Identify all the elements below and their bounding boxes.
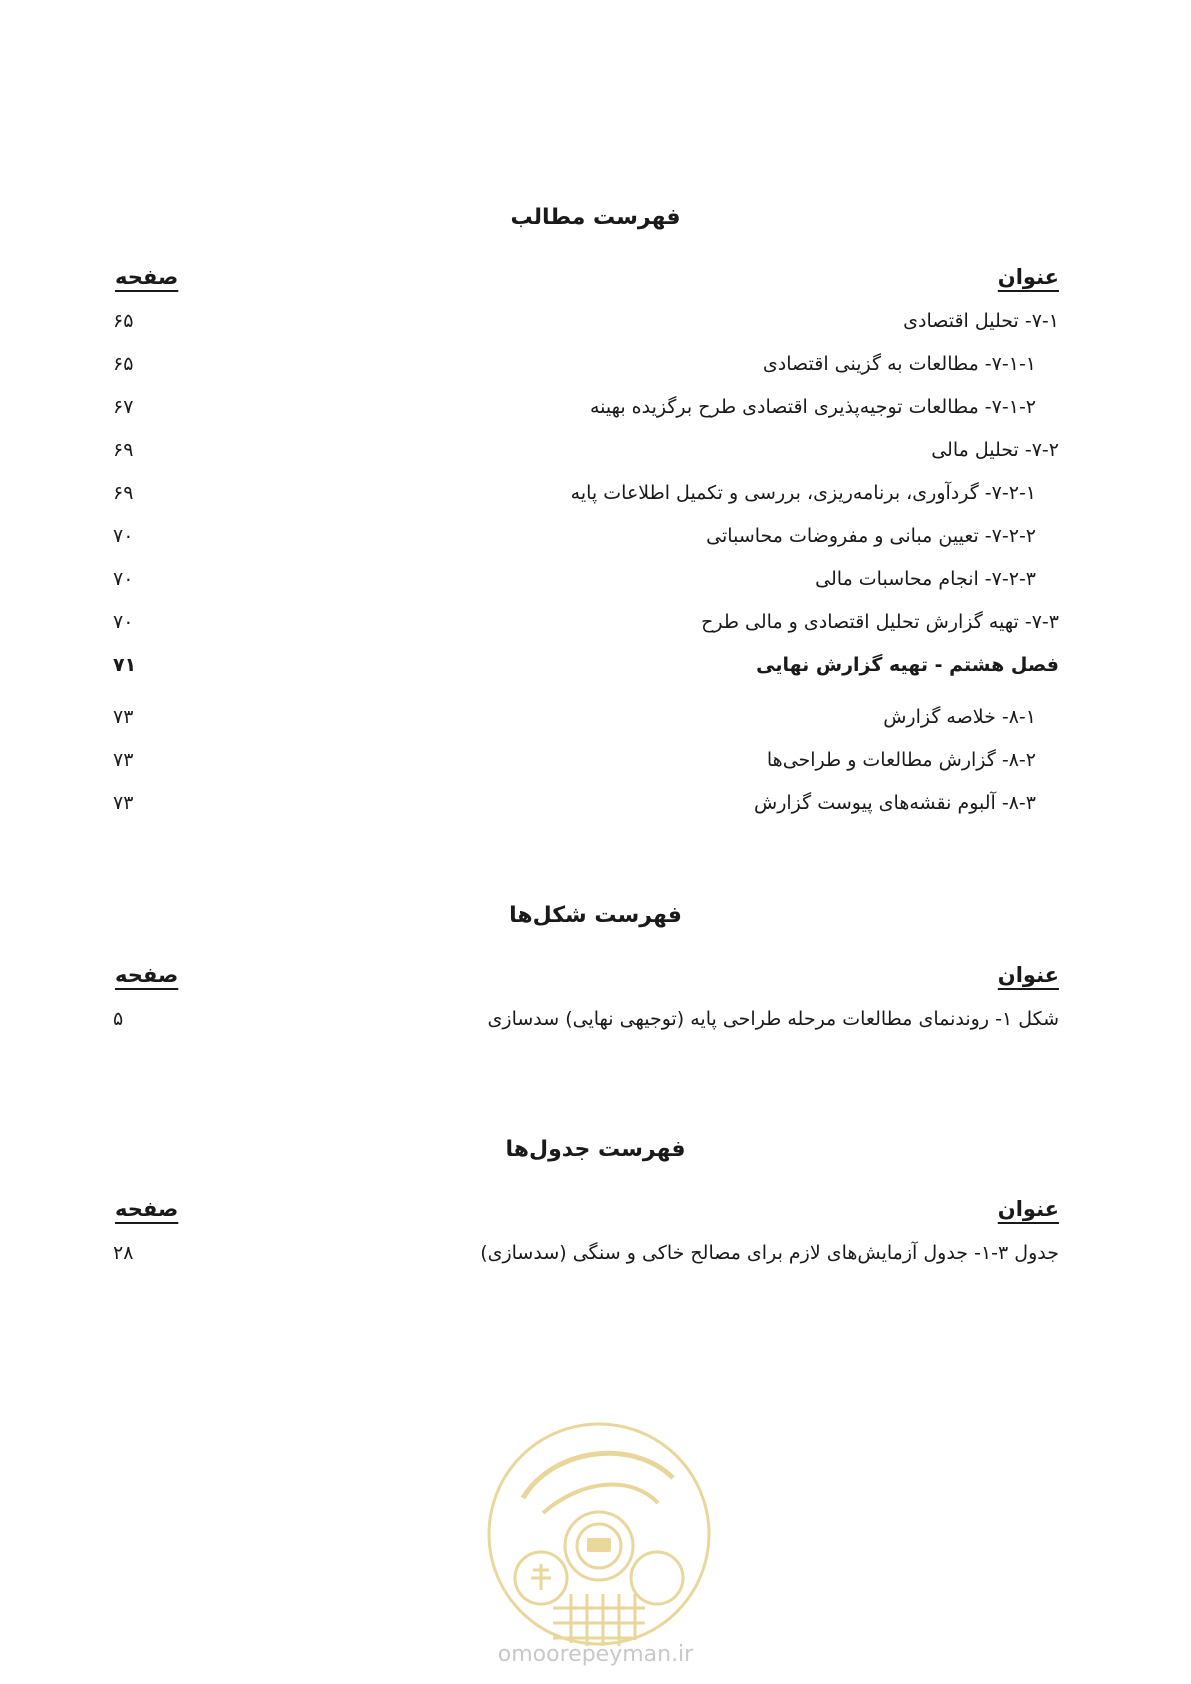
toc-column-page: صفحه: [115, 265, 179, 289]
toc-row-page: ۷۰: [113, 568, 134, 590]
toc-title: فهرست مطالب: [510, 205, 681, 230]
toc-row: [0, 310, 1191, 342]
toc-row-label: ۷-۱-۲- مطالعات توجیه‌پذیری اقتصادی طرح برگزیده بهینه: [589, 396, 1036, 418]
figure-row-label: شکل ۱- روندنمای مطالعات مرحله طراحی پایه (توجیهی نهایی) سدسازی: [487, 1008, 1059, 1030]
table-row-label: جدول ۳-۱- جدول آزمایش‌های لازم برای مصالح خاکی و سنگی (سدسازی): [480, 1242, 1059, 1264]
toc-row: [0, 396, 1191, 428]
toc-row: [0, 439, 1191, 471]
toc-row-label: ۸-۳- آلبوم نقشه‌های پیوست گزارش: [754, 792, 1036, 814]
toc-row-label: ۷-۱-۱- مطالعات به گزینی اقتصادی: [762, 353, 1036, 375]
figure-row-page: ۵: [113, 1008, 124, 1030]
toc-row-label: فصل هشتم - تهیه گزارش نهایی: [756, 654, 1059, 676]
toc-row-label: ۷-۲-۱- گردآوری، برنامه‌ریزی، بررسی و تکمیل اطلاعات پایه: [570, 482, 1036, 504]
toc-chapter-row: [0, 654, 1191, 686]
toc-row-page: ۷۰: [113, 611, 134, 633]
toc-row-label: ۷-۱- تحلیل اقتصادی: [903, 310, 1059, 332]
figures-column-title: عنوان: [997, 963, 1059, 987]
toc-row-label: ۸-۲- گزارش مطالعات و طراحی‌ها: [766, 749, 1036, 771]
toc-row: [0, 792, 1191, 824]
table-row-page: ۲۸: [113, 1242, 134, 1264]
toc-row-page: ۷۳: [113, 749, 134, 771]
toc-row: [0, 568, 1191, 600]
toc-row: [0, 706, 1191, 738]
toc-row-label: ۷-۲-۲- تعیین مبانی و مفروضات محاسباتی: [706, 525, 1036, 547]
tables-title: فهرست جدول‌ها: [505, 1137, 686, 1162]
toc-row-label: ۷-۲-۳- انجام محاسبات مالی: [815, 568, 1036, 590]
figures-title: فهرست شکل‌ها: [509, 903, 682, 928]
toc-row-label: ۷-۳- تهیه گزارش تحلیل اقتصادی و مالی طرح: [701, 611, 1059, 633]
toc-row-page: ۶۹: [113, 439, 134, 461]
table-row: [0, 1242, 1191, 1274]
toc-row-page: ۶۷: [113, 396, 134, 418]
figures-column-page: صفحه: [115, 963, 179, 987]
toc-row-page: ۷۰: [113, 525, 134, 547]
toc-row-page: ۷۱: [113, 654, 137, 676]
toc-column-title: عنوان: [997, 265, 1059, 289]
toc-row-label: ۸-۱- خلاصه گزارش: [883, 706, 1036, 728]
toc-row: [0, 525, 1191, 557]
watermark-seal-logo: [483, 1418, 715, 1650]
toc-row: [0, 749, 1191, 781]
toc-row-page: ۶۵: [113, 353, 134, 375]
toc-row: [0, 611, 1191, 643]
toc-row: [0, 353, 1191, 385]
figure-row: [0, 1008, 1191, 1040]
toc-row-page: ۷۳: [113, 706, 134, 728]
toc-row-page: ۷۳: [113, 792, 134, 814]
toc-row-page: ۶۹: [113, 482, 134, 504]
toc-row-label: ۷-۲- تحلیل مالی: [931, 439, 1059, 461]
tables-column-page: صفحه: [115, 1197, 179, 1221]
watermark-url: omoorepeyman.ir: [497, 1642, 694, 1667]
tables-column-title: عنوان: [997, 1197, 1059, 1221]
toc-row-page: ۶۵: [113, 310, 134, 332]
toc-row: [0, 482, 1191, 514]
